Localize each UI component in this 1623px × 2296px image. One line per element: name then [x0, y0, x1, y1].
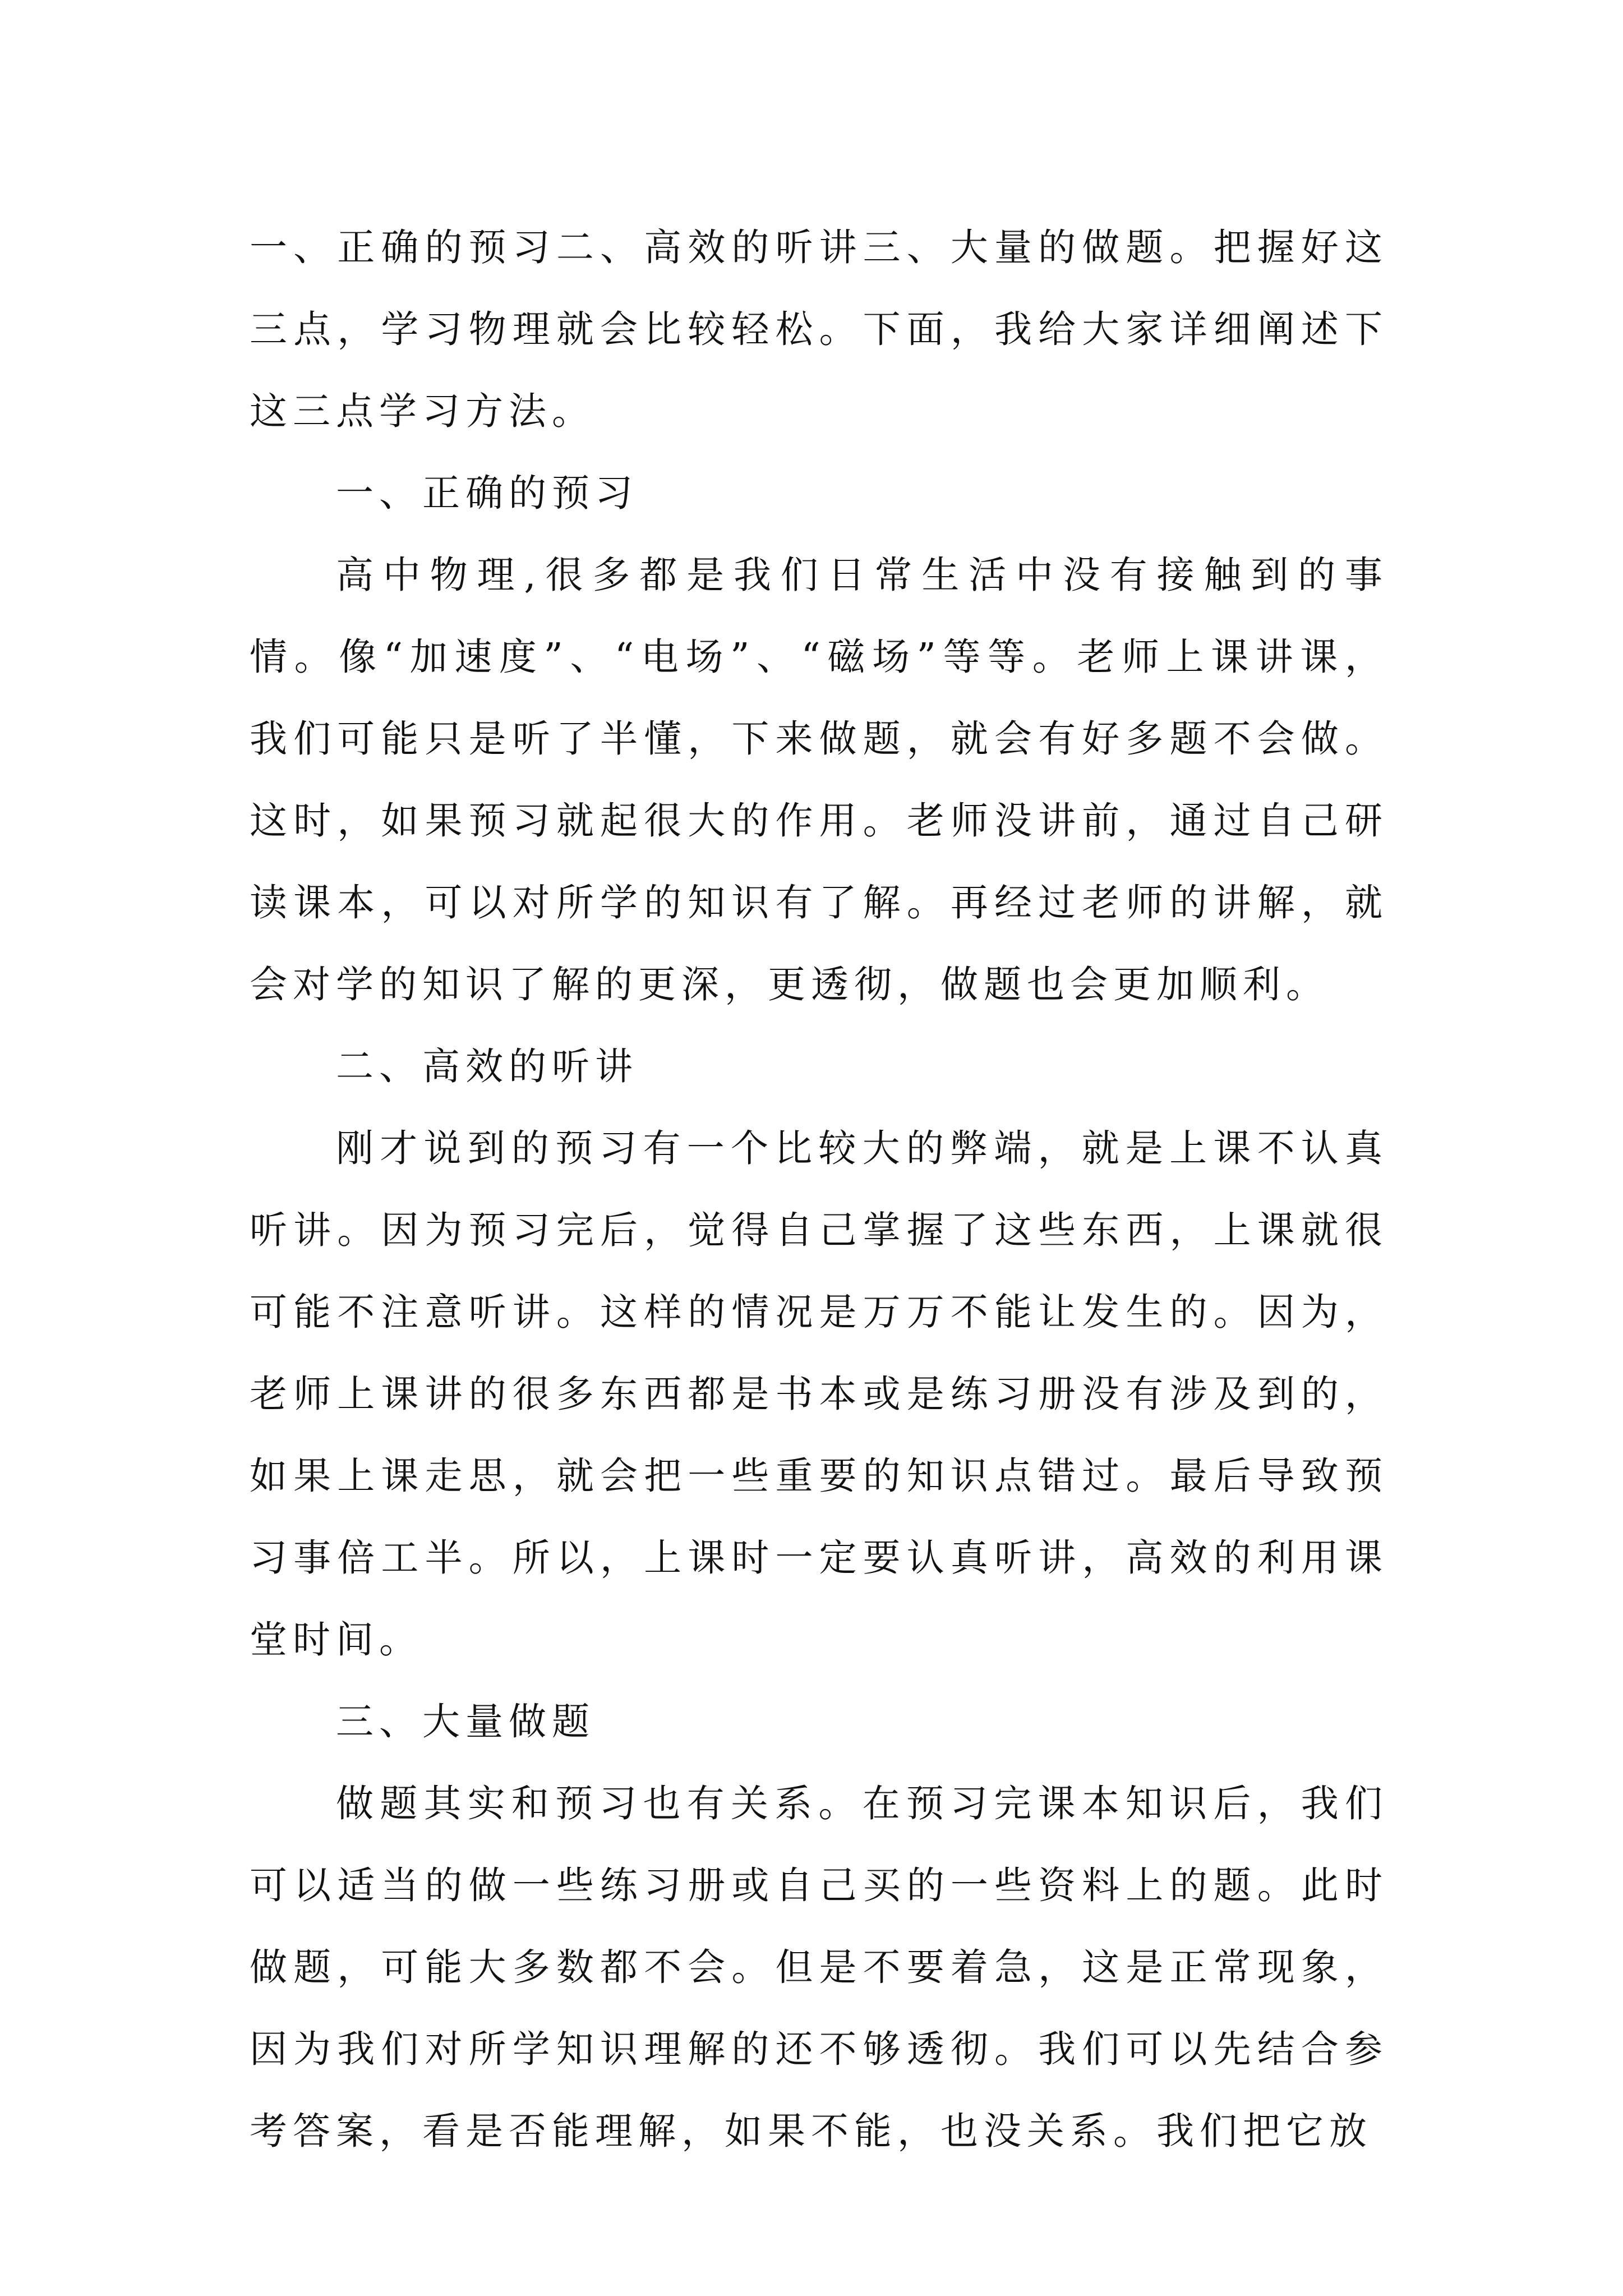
body-text: [250, 206, 1388, 2172]
listening-paragraph: 刚才说到的预习有一个比较大的弊端，就是上课不认真听讲。因为预习完后，觉得自己掌握了这些东西，上课就很可能不注意听讲。这样的情况是万万不能让发生的。因为，老师上课讲的很多东西都是书本或是练习册没有涉及到的，如果上课走思，就会把一些重要的知识点错过。最后导致预习事倍工半。所以，上课时一定要认真听讲，高效的利用课堂时间。: [250, 1126, 1388, 1662]
section-heading-listening: 二、高效的听讲: [336, 1045, 638, 1088]
practice-paragraph: 做题其实和预习也有关系。在预习完课本知识后，我们可以适当的做一些练习册或自己买的一些资料上的题。此时做题，可能大多数都不会。但是不要着急，这是正常现象，因为我们对所学知识理解的还不够透彻。我们可以先结合参考答案，看是否能理解，如果不能，也没关系。我们把它放: [250, 1782, 1388, 2153]
intro-paragraph: 一、正确的预习二、高效的听讲三、大量的做题。把握好这三点，学习物理就会比较轻松。下面，我给大家详细阐述下这三点学习方法。: [250, 226, 1388, 433]
section-heading-preview: 一、正确的预习: [336, 471, 638, 515]
section-heading-practice: 三、大量做题: [336, 1700, 595, 1743]
preview-paragraph: 高中物理,很多都是我们日常生活中没有接触到的事情。像“加速度”、“电场”、“磁场”等等。老师上课讲课，我们可能只是听了半懂，下来做题，就会有好多题不会做。这时，如果预习就起很大的作用。老师没讲前，通过自己研读课本，可以对所学的知识有了解。再经过老师的讲解，就会对学的知识了解的更深，更透彻，做题也会更加顺利。: [250, 553, 1388, 1006]
